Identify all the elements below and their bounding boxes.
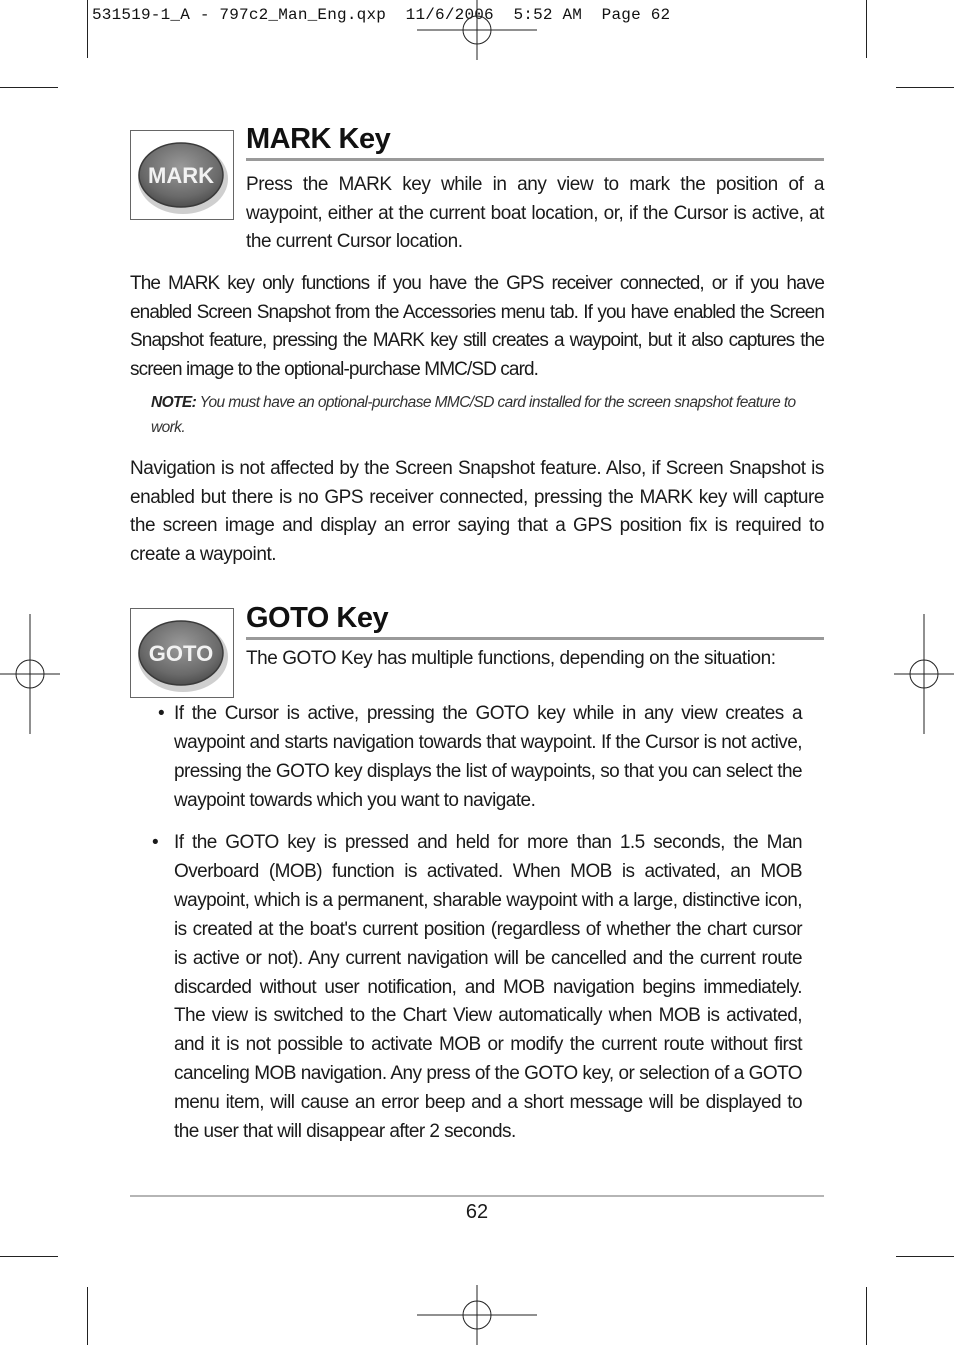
svg-text:MARK: MARK bbox=[148, 163, 214, 188]
list-item bbox=[152, 829, 802, 1147]
crop-mark bbox=[0, 87, 58, 88]
goto-key-title: GOTO Key bbox=[246, 600, 824, 640]
registration-target-icon bbox=[0, 614, 60, 734]
note-paragraph bbox=[151, 390, 811, 440]
mark-key-image bbox=[130, 130, 234, 220]
crop-mark bbox=[896, 87, 954, 88]
goto-key-intro: The GOTO Key has multiple functions, depending on the situation: bbox=[246, 648, 776, 669]
registration-target-icon bbox=[894, 614, 954, 734]
note-label: NOTE: bbox=[151, 394, 197, 411]
crop-mark bbox=[0, 1256, 58, 1257]
registration-target-icon bbox=[417, 0, 537, 60]
registration-target-icon bbox=[417, 1285, 537, 1345]
crop-mark bbox=[866, 1287, 867, 1345]
bullet-marker: • bbox=[158, 703, 165, 724]
svg-text:GOTO: GOTO bbox=[148, 641, 214, 666]
bullet-text: If the Cursor is active, pressing the GOTO key while in any view creates a waypoint and starts navigation towards that waypoint. If the Cursor is not active, pressing the GOTO key displays the list of waypoints, so that you can select the waypoint towards which you want to navigate. bbox=[174, 703, 802, 811]
page-number: 62 bbox=[465, 1201, 489, 1223]
mark-key-intro: Press the MARK key while in any view to mark the position of a waypoint, either at the current boat location, or, if the Cursor is active, at the current Cursor location. bbox=[246, 174, 824, 252]
mark-key-body-1: The MARK key only functions if you have the GPS receiver connected, or if you have enabled Screen Snapshot from the Accessories menu tab. If you have enabled the Screen Snapshot feature, pressing the MARK key still creates a waypoint, but it also captures the screen image to the optional-purchase MMC/SD card. bbox=[130, 273, 824, 380]
list-item bbox=[158, 700, 802, 816]
note-text: You must have an optional-purchase MMC/SD card installed for the screen snapshot feature to work. bbox=[151, 394, 796, 436]
crop-mark bbox=[896, 1256, 954, 1257]
mark-key-title: MARK Key bbox=[246, 121, 824, 161]
mark-key-icon bbox=[134, 133, 230, 217]
footer-divider bbox=[130, 1195, 824, 1197]
goto-key-icon bbox=[134, 611, 230, 695]
crop-mark bbox=[87, 0, 88, 58]
crop-mark bbox=[87, 1287, 88, 1345]
bullet-marker: • bbox=[152, 832, 159, 853]
goto-key-image bbox=[130, 608, 234, 698]
crop-mark bbox=[866, 0, 867, 58]
bullet-text: If the GOTO key is pressed and held for more than 1.5 seconds, the Man Overboard (MOB) function is activated. When MOB is activated, an MOB waypoint, which is a permanent, sharable waypoint with a large, distinctive icon, is created at the boat's current position (regardless of whether the chart cursor is active or not). Any current navigation will be cancelled and the current route discarded without user notification, and MOB navigation begins immediately. The view is switched to the Chart View automatically when MOB is activated, and it is not possible to activate MOB or modify the current route without first canceling MOB navigation. Any press of the GOTO key, or selection of a GOTO menu item, will cause an error beep and a short message will be displayed to the user that will disappear after 2 seconds. bbox=[174, 832, 802, 1143]
mark-key-body-2: Navigation is not affected by the Screen Snapshot feature. Also, if Screen Snapshot is enabled but there is no GPS receiver connected, pressing the MARK key will capture the screen image and display an error saying that a GPS position fix is required to create a waypoint. bbox=[130, 458, 824, 565]
printer-slug: 531519-1_A - 797c2_Man_Eng.qxp 11/6/2006 5:52 AM Page 62 bbox=[92, 6, 671, 24]
